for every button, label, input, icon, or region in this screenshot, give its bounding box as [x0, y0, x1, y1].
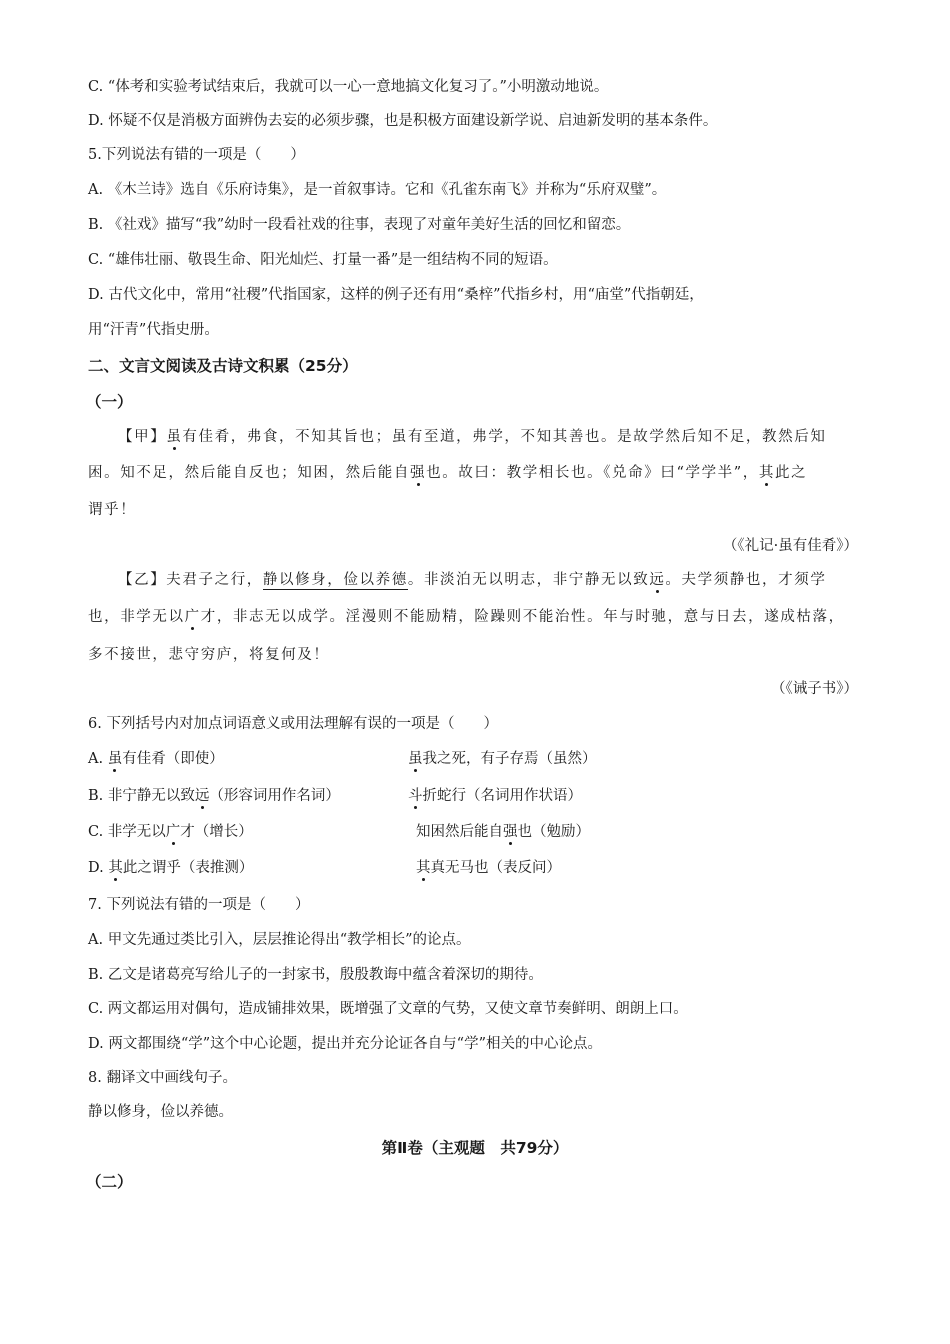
q6-option-d	[88, 858, 862, 878]
passage-b-source: （《诫子书》）	[771, 681, 858, 697]
q8-sentence: 静以修身，俭以养德。	[88, 1104, 233, 1120]
q6-dotted-word: 强	[503, 824, 518, 840]
q8-stem: 8. 翻译文中画线句子。	[88, 1070, 237, 1086]
passage-a-text: 【甲】	[118, 429, 167, 445]
q7-option-c: C. 两文都运用对偶句，造成铺排效果，既增强了文章的气势，又使文章节奏鲜明、朗朗上口。	[88, 1001, 688, 1017]
q6-stem: 6. 下列括号内对加点词语意义或用法理解有误的一项是（ ）	[88, 716, 498, 732]
q6-option-b-right	[408, 786, 582, 806]
passage-a-dotted-word: 虽	[166, 429, 183, 445]
passage-a-text: 此之	[775, 465, 808, 481]
passage-b-text: 。夫学须静也，才须学	[665, 572, 827, 588]
q6-text: A.	[88, 751, 108, 767]
q6-text: 才（增长）	[180, 824, 253, 840]
passage-a-line2	[88, 463, 862, 483]
q6-option-c-right	[416, 822, 590, 842]
q5-stem: 5.下列说法有错的一项是（ ）	[88, 147, 305, 163]
passage-a-dotted-word: 强	[410, 465, 427, 481]
q6-text: 知困然后能自	[416, 824, 503, 840]
q6-text: 也（勉励）	[517, 824, 590, 840]
q6-dotted-word: 远	[194, 788, 210, 804]
part-2-title: 第Ⅱ卷（主观题 共79分）	[381, 1139, 569, 1157]
passage-b-line1	[118, 570, 862, 590]
q6-dotted-word: 虽	[408, 751, 423, 767]
passage-a-text: 困。知不足，然后能自反也；知困，然后能自	[88, 465, 410, 481]
q6-text: 有佳肴（即使）	[122, 751, 224, 767]
q6-text: C. 非学无以	[88, 824, 166, 840]
subsection-1-title: （一）	[86, 393, 133, 411]
q5-option-d-line1: D. 古代文化中，常用“社稷”代指国家，这样的例子还有用“桑梓”代指乡村，用“庙堂”代指朝廷，	[88, 287, 704, 303]
q6-text: 我之死，有子存焉（虽然）	[422, 751, 597, 767]
passage-a-line3: 谓乎！	[88, 502, 137, 518]
q4-option-d: D. 怀疑不仅是消极方面辨伪去妄的必须步骤，也是积极方面建设新学说、启迪新发明的基本条件。	[88, 113, 718, 129]
passage-b-text: 。非淡泊无以明志，非宁静无以致	[407, 572, 650, 588]
passage-a-line1	[118, 427, 862, 447]
underlined-sentence: 静以修身，俭以养德	[262, 572, 408, 588]
q7-option-b: B. 乙文是诸葛亮写给儿子的一封家书，殷殷教诲中蕴含着深切的期待。	[88, 967, 543, 983]
passage-b-line2	[88, 607, 862, 627]
q6-text: 此之谓乎（表推测）	[122, 860, 254, 876]
q6-dotted-word: 其	[108, 860, 123, 876]
q7-option-d: D. 两文都围绕“学”这个中心论题，提出并充分论证各自与“学”相关的中心论点。	[88, 1036, 602, 1052]
passage-a-text: 也。故曰：教学相长也。《兑命》曰“学学半”，	[426, 465, 759, 481]
q7-stem: 7. 下列说法有错的一项是（ ）	[88, 897, 310, 913]
subsection-2-title: （二）	[86, 1173, 133, 1191]
q6-option-d-right	[416, 858, 561, 878]
passage-b-text: 【乙】夫君子之行，	[118, 572, 263, 588]
q5-option-d-line2: 用“汗青”代指史册。	[88, 322, 219, 338]
q6-text: 真无马也（表反问）	[430, 860, 561, 876]
q6-text: B. 非宁静无以致	[88, 788, 195, 804]
q6-dotted-word: 广	[165, 824, 181, 840]
q6-option-a-right	[408, 749, 597, 769]
q4-option-c: C. “体考和实验考试结束后，我就可以一心一意地搞文化复习了。”小明激动地说。	[88, 79, 609, 95]
q5-option-c: C. “雄伟壮丽、敬畏生命、阳光灿烂、打量一番”是一组结构不同的短语。	[88, 252, 558, 268]
q6-dotted-word: 斗	[408, 788, 423, 804]
passage-b-text: 也，非学无以	[88, 609, 185, 625]
q6-dotted-word: 虽	[107, 751, 123, 767]
q6-text: D.	[88, 860, 109, 876]
q5-option-a: A. 《木兰诗》选自《乐府诗集》，是一首叙事诗。它和《孔雀东南飞》并称为“乐府双璧”。	[88, 182, 667, 198]
section-2-title: 二、文言文阅读及古诗文积累（25分）	[88, 357, 358, 375]
passage-a-source: （《礼记·虽有佳肴》）	[722, 538, 858, 554]
q6-text: （形容词用作名词）	[209, 788, 340, 804]
passage-a-text: 有佳肴，弗食，不知其旨也；虽有至道，弗学，不知其善也。是故学然后知不足，教然后知	[182, 429, 827, 445]
q5-option-b: B. 《社戏》描写“我”幼时一段看社戏的往事，表现了对童年美好生活的回忆和留恋。	[88, 217, 631, 233]
passage-b-dotted-word: 广	[184, 609, 201, 625]
q6-option-a	[88, 749, 862, 769]
q7-option-a: A. 甲文先通过类比引入，层层推论得出“教学相长”的论点。	[88, 932, 471, 948]
passage-b-line3: 多不接世，悲守穷庐，将复何及！	[88, 647, 330, 663]
passage-a-dotted-word: 其	[758, 465, 775, 481]
q6-dotted-word: 其	[416, 860, 431, 876]
q6-option-b	[88, 786, 862, 806]
passage-b-text: 才，非志无以成学。淫漫则不能励精，险躁则不能治性。年与时驰，意与日去，遂成枯落，	[200, 609, 845, 625]
q6-option-c	[88, 822, 862, 842]
q6-text: 折蛇行（名词用作状语）	[422, 788, 582, 804]
passage-b-dotted-word: 远	[649, 572, 666, 588]
